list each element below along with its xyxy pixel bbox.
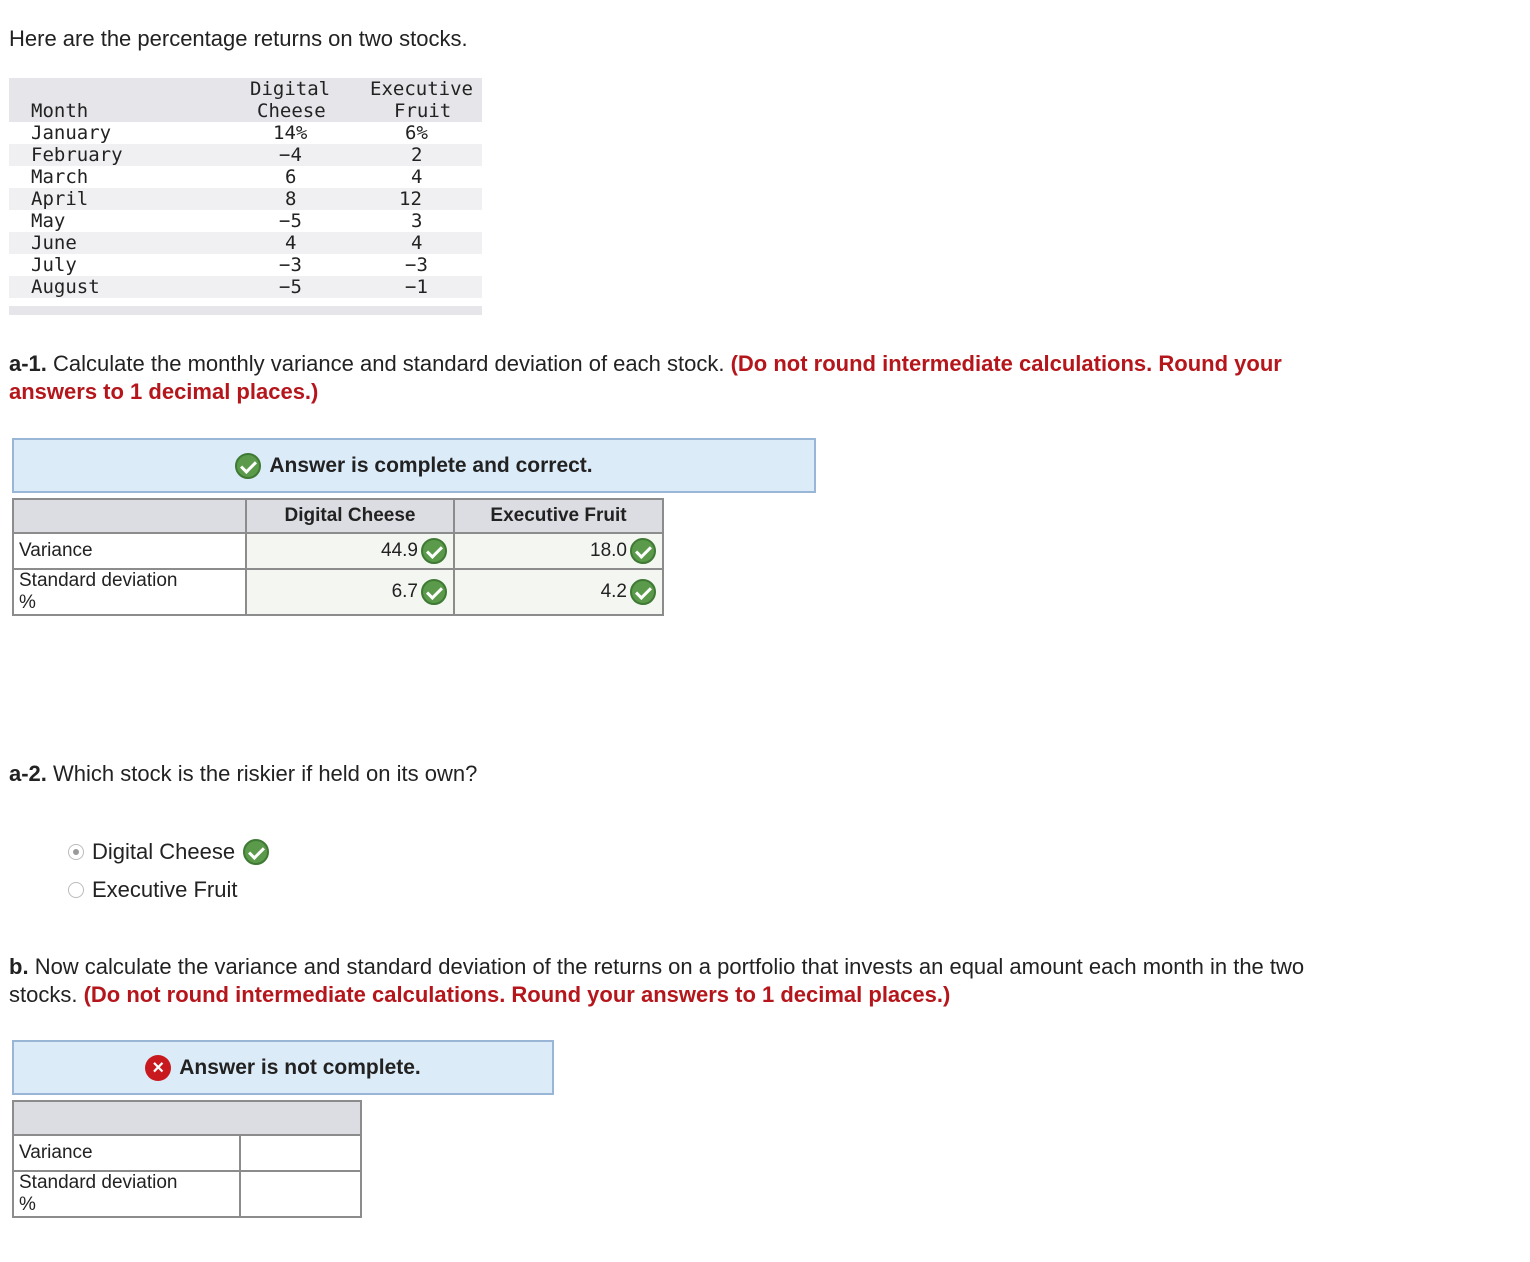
- question-a1-instruction-2: answers to 1 decimal places.): [9, 379, 319, 404]
- digital-cell: 6: [285, 166, 297, 188]
- exec-cell: −3: [405, 254, 428, 276]
- answer-table-b: [12, 1100, 362, 1218]
- digital-cell: −4: [279, 144, 302, 166]
- banner-correct-text: Answer is complete and correct.: [269, 453, 593, 477]
- table-row: [9, 254, 482, 276]
- exec-cell: 12: [399, 188, 422, 210]
- question-a1: [9, 350, 1509, 406]
- question-b: [9, 953, 1519, 1009]
- row-label-variance: Variance: [13, 1135, 240, 1171]
- digital-cell: 14%: [273, 122, 308, 144]
- sd-exec-field[interactable]: [454, 569, 663, 615]
- month-cell: January: [31, 122, 112, 144]
- table-row: [9, 166, 482, 188]
- header-digital-1: Digital: [250, 78, 331, 100]
- banner-incomplete: [12, 1040, 554, 1095]
- row-label-sd: [13, 1171, 240, 1217]
- sd-digital-field[interactable]: [246, 569, 454, 615]
- row-label-sd-text: Standard deviation: [19, 570, 178, 591]
- question-a2-text: Which stock is the riskier if held on its own?: [53, 761, 478, 786]
- radio-option-executive-fruit[interactable]: [68, 877, 238, 903]
- question-b-label: b.: [9, 954, 29, 979]
- sd-exec-value: 4.2: [600, 581, 627, 602]
- header-digital-2: Cheese: [257, 100, 326, 122]
- table-header-empty: [13, 1101, 361, 1135]
- radio-label-executive-fruit: Executive Fruit: [92, 877, 238, 902]
- table-row: [9, 232, 482, 254]
- intro-text: Here are the percentage returns on two stocks.: [9, 26, 468, 51]
- sd-digital-value: 6.7: [391, 581, 418, 602]
- header-exec-1: Executive: [370, 78, 473, 100]
- col-executive-fruit: Executive Fruit: [454, 499, 663, 533]
- question-b-instruction: (Do not round intermediate calculations. Round your answers to 1 decimal places.): [83, 982, 951, 1007]
- returns-table-footer: [9, 306, 482, 315]
- exec-cell: 6%: [405, 122, 428, 144]
- exec-cell: 3: [411, 210, 423, 232]
- digital-cell: −3: [279, 254, 302, 276]
- table-row: [9, 276, 482, 298]
- month-cell: May: [31, 210, 66, 232]
- month-cell: August: [31, 276, 100, 298]
- radio-option-digital-cheese[interactable]: [68, 839, 269, 865]
- check-icon: [421, 579, 447, 605]
- check-icon: [243, 839, 269, 865]
- close-icon: ×: [145, 1055, 171, 1081]
- digital-cell: 4: [285, 232, 297, 254]
- table-row: [9, 188, 482, 210]
- returns-table-header-text: [9, 78, 482, 122]
- header-month: Month: [31, 100, 89, 122]
- portfolio-sd-input[interactable]: [240, 1171, 361, 1217]
- check-icon: [630, 579, 656, 605]
- question-b-text-1: Now calculate the variance and standard deviation of the returns on a portfolio that invests an equal amount each month in the two: [34, 954, 1305, 979]
- radio-unselected-icon[interactable]: [68, 882, 84, 898]
- question-a1-text: Calculate the monthly variance and standard deviation of each stock.: [53, 351, 725, 376]
- answer-table-a1: [12, 498, 664, 616]
- check-icon: [235, 453, 261, 479]
- exec-cell: 4: [411, 166, 423, 188]
- row-label-sd-text: Standard deviation: [19, 1172, 178, 1193]
- question-a2-label: a-2.: [9, 761, 47, 786]
- month-cell: April: [31, 188, 89, 210]
- radio-label-digital-cheese: Digital Cheese: [92, 839, 236, 864]
- question-a1-instruction-1: (Do not round intermediate calculations. Round your: [730, 351, 1282, 376]
- month-cell: February: [31, 144, 123, 166]
- digital-cell: 8: [285, 188, 297, 210]
- banner-incomplete-text: Answer is not complete.: [179, 1055, 421, 1079]
- banner-correct: [12, 438, 816, 493]
- radio-selected-icon[interactable]: [68, 844, 84, 860]
- exec-cell: −1: [405, 276, 428, 298]
- variance-digital-field[interactable]: [246, 533, 454, 569]
- row-label-variance: Variance: [13, 533, 246, 569]
- month-cell: July: [31, 254, 77, 276]
- variance-exec-value: 18.0: [590, 540, 627, 561]
- digital-cell: −5: [279, 210, 302, 232]
- portfolio-variance-input[interactable]: [240, 1135, 361, 1171]
- question-a1-label: a-1.: [9, 351, 47, 376]
- col-digital-cheese: Digital Cheese: [246, 499, 454, 533]
- row-label-sd: [13, 569, 246, 615]
- variance-exec-field[interactable]: [454, 533, 663, 569]
- table-row: [9, 144, 482, 166]
- question-a2: [9, 760, 477, 788]
- row-label-sd-unit: %: [19, 1194, 36, 1215]
- exec-cell: 4: [411, 232, 423, 254]
- table-header-empty: [13, 499, 246, 533]
- check-icon: [630, 538, 656, 564]
- table-row: [9, 122, 482, 144]
- header-exec-2: Fruit: [394, 100, 452, 122]
- question-b-text-2: stocks.: [9, 982, 78, 1007]
- digital-cell: −5: [279, 276, 302, 298]
- exec-cell: 2: [411, 144, 423, 166]
- row-label-sd-unit: %: [19, 592, 36, 613]
- check-icon: [421, 538, 447, 564]
- month-cell: March: [31, 166, 89, 188]
- table-row: [9, 210, 482, 232]
- variance-digital-value: 44.9: [381, 540, 418, 561]
- month-cell: June: [31, 232, 77, 254]
